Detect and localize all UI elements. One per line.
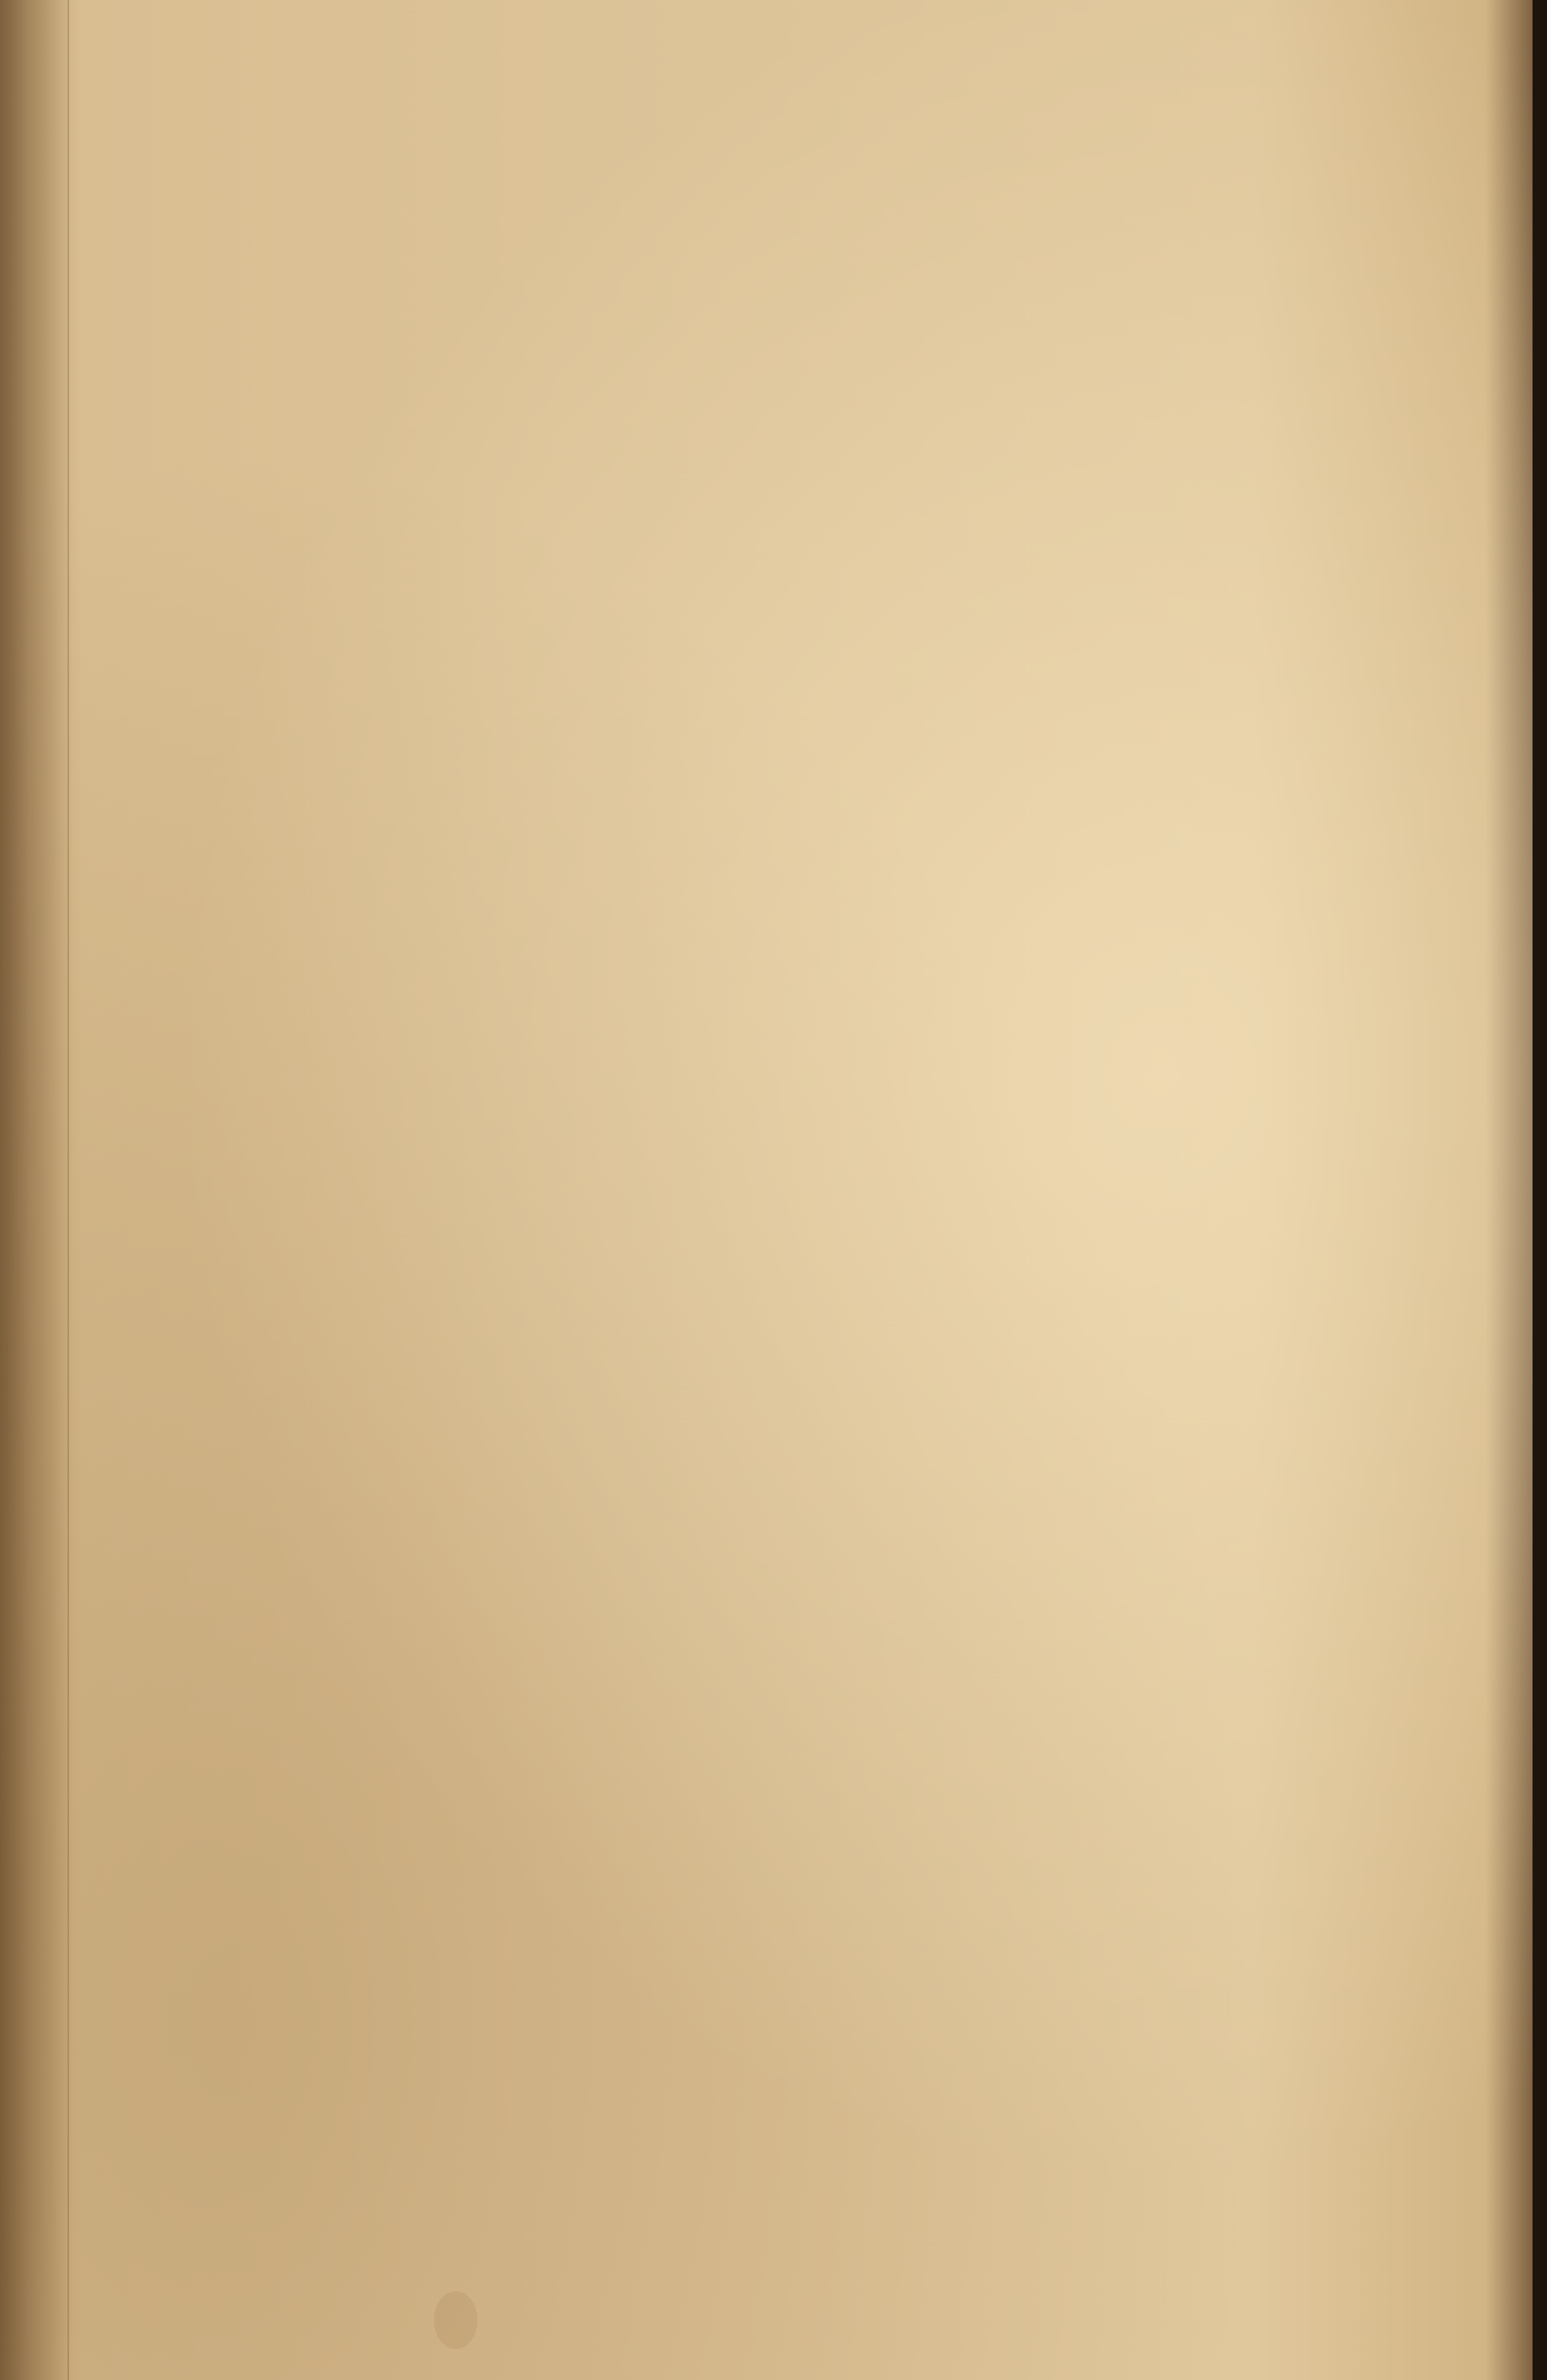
- text-line: [178, 421, 1259, 465]
- text-line: [178, 1993, 1259, 2037]
- text-line: [178, 726, 1259, 770]
- text-line: [178, 1120, 1259, 1163]
- text-line: [178, 901, 1259, 945]
- text-line: [178, 1556, 1259, 1600]
- text-line: [178, 1600, 1259, 1643]
- text-line-roman: [178, 2080, 1259, 2124]
- text-line: [178, 814, 1259, 858]
- text-line: [178, 1512, 1259, 1556]
- text-line: [178, 1905, 1259, 1949]
- text-line: [178, 1643, 1259, 1687]
- text-line: [178, 683, 1259, 727]
- text-line: [178, 1163, 1259, 1207]
- text-line: [178, 1338, 1259, 1381]
- text-line: [178, 1032, 1259, 1076]
- page-header: [521, 159, 907, 198]
- text-line: [178, 2036, 1259, 2080]
- text-line: [178, 508, 1259, 552]
- text-line: [178, 1381, 1259, 1425]
- text-line: [178, 1425, 1259, 1469]
- paper-stain: [434, 2291, 477, 2349]
- text-line: [178, 596, 1259, 640]
- text-line: [178, 203, 1259, 246]
- text-line: [178, 1469, 1259, 1513]
- binding-crease: [68, 0, 69, 2380]
- text-line: [178, 1731, 1259, 1775]
- text-line: [178, 465, 1259, 508]
- text-line: [178, 858, 1259, 902]
- text-line: [178, 639, 1259, 683]
- text-line: [178, 1774, 1259, 1818]
- text-line: [178, 1687, 1259, 1731]
- text-line: [178, 290, 1259, 334]
- body-text: [178, 203, 1259, 2123]
- text-line: [178, 334, 1259, 378]
- text-line: [178, 988, 1259, 1032]
- text-line: [178, 945, 1259, 989]
- text-line: [178, 1949, 1259, 1993]
- page-edge: [1533, 0, 1547, 2380]
- text-line: [178, 1818, 1259, 1862]
- text-line: [178, 1861, 1259, 1905]
- text-line: [178, 552, 1259, 596]
- text-line: [178, 1076, 1259, 1120]
- text-line: [178, 246, 1259, 290]
- text-line: [178, 1250, 1259, 1294]
- page-footer: [178, 2124, 1259, 2168]
- text-line: [178, 770, 1259, 814]
- text-line: [178, 1207, 1259, 1251]
- text-line: [178, 1294, 1259, 1338]
- gutter-shadow: [0, 0, 72, 2380]
- text-line: [178, 377, 1259, 421]
